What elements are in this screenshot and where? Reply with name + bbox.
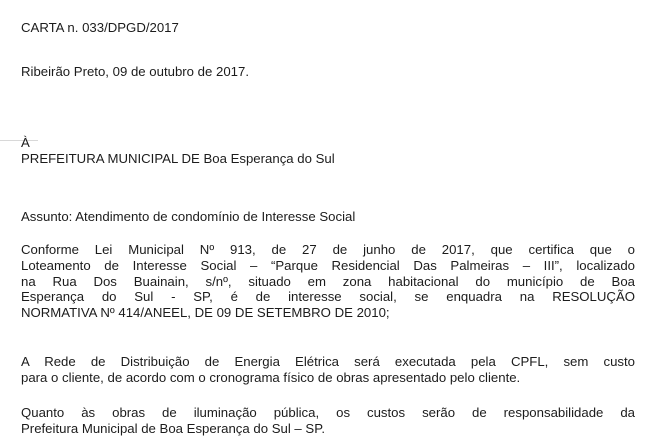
paragraph-line: Conforme Lei Municipal Nº 913, de 27 de junho de 2017, que certifica que o [21,242,635,257]
paragraph-line: A Rede de Distribuição de Energia Elétrica será executada pela CPFL, sem custo [21,354,635,369]
paragraph-line: Quanto às obras de iluminação pública, os custos serão de responsabilidade da [21,405,635,420]
paragraph-line: na Rua Dos Buainain, s/nº, situado em zona habitacional do município de Boa [21,273,635,289]
subject-line: Assunto: Atendimento de condomínio de Interesse Social [21,209,356,224]
recipient: PREFEITURA MUNICIPAL DE Boa Esperança do Sul [21,151,335,166]
salutation-prefix: À [21,135,30,150]
paragraph-distribution-network [21,354,635,386]
paragraph-line: para o cliente, de acordo com o cronograma físico de obras apresentado pelo cliente. [21,369,521,385]
scan-artifact-line [0,140,38,141]
place-and-date: Ribeirão Preto, 09 de outubro de 2017. [21,64,250,79]
paragraph-line: Loteamento de Interesse Social – “Parque Residencial Das Palmeiras – III”, localizado [21,257,635,273]
paragraph-public-lighting [21,405,635,437]
paragraph-line: NORMATIVA Nº 414/ANEEL, DE 09 DE SETEMBRO DE 2010; [21,305,390,321]
paragraph-line: Prefeitura Municipal de Boa Esperança do Sul – SP. [21,420,325,436]
paragraph-legal-basis [21,242,635,321]
paragraph-line: Esperança do Sul - SP, é de interesse social, se enquadra na RESOLUÇÃO [21,289,635,305]
letter-reference: CARTA n. 033/DPGD/2017 [21,20,179,35]
